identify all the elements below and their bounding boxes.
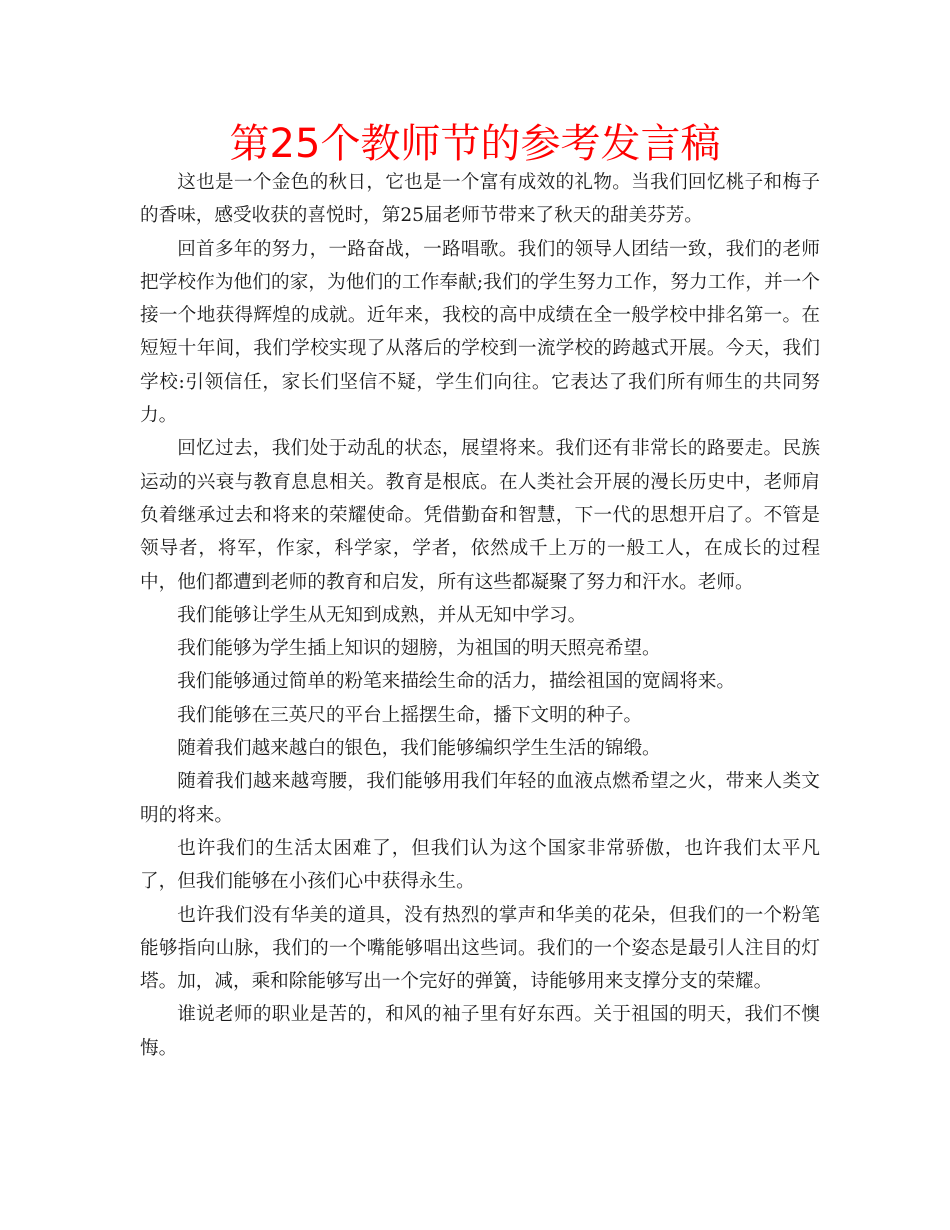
paragraph: 我们能够为学生插上知识的翅膀，为祖国的明天照亮希望。 (177, 638, 661, 660)
paragraph: 也许我们的生活太困难了，但我们认为这个国家非常骄傲，也许我们太平凡了，但我们能够在小孩们心中获得永生。 (140, 837, 820, 893)
paragraph: 我们能够在三英尺的平台上摇摆生命，播下文明的种子。 (177, 704, 643, 726)
paragraph: 随着我们越来越白的银色，我们能够编织学生生活的锦缎。 (177, 738, 661, 760)
paragraph: 谁说老师的职业是苦的，和风的袖子里有好东西。关于祖国的明天，我们不懊悔。 (140, 1004, 820, 1059)
paragraph: 也许我们没有华美的道具，没有热烈的掌声和华美的花朵，但我们的一个粉笔能够指向山脉，我们的一个嘴能够唱出这些词。我们的一个姿态是最引人注目的灯塔。加，减，乘和除能够写出一个完好的弹簧，诗能够用来支撑分支的荣耀。 (140, 904, 820, 993)
document-body (140, 166, 820, 1065)
document-title: 第25个教师节的参考发言稿 (229, 121, 721, 167)
paragraph: 我们能够通过简单的粉笔来描绘生命的活力，描绘祖国的宽阔将来。 (177, 671, 736, 693)
paragraph: 回忆过去，我们处于动乱的状态，展望将来。我们还有非常长的路要走。民族运动的兴衰与教育息息相关。教育是根底。在人类社会开展的漫长历史中，老师肩负着继承过去和将来的荣耀使命。凭借勤奋和智慧，下一代的思想开启了。不管是领导者，将军，作家，科学家，学者，依然成千上万的一般工人，在成长的过程中，他们都遭到老师的教育和启发，所有这些都凝聚了努力和汗水。老师。 (140, 438, 820, 593)
paragraph: 这也是一个金色的秋日，它也是一个富有成效的礼物。当我们回忆桃子和梅子的香味，感受收获的喜悦时，第25届老师节带来了秋天的甜美芬芳。 (140, 172, 820, 227)
paragraph: 随着我们越来越弯腰，我们能够用我们年轻的血液点燃希望之火，带来人类文明的将来。 (140, 771, 820, 826)
paragraph: 回首多年的努力，一路奋战，一路唱歌。我们的领导人团结一致，我们的老师把学校作为他们的家，为他们的工作奉献;我们的学生努力工作，努力工作，并一个接一个地获得辉煌的成就。近年来，我校的高中成绩在全一般学校中排名第一。在短短十年间，我们学校实现了从落后的学校到一流学校的跨越式开展。今天，我们学校:引领信任，家长们坚信不疑，学生们向往。它表达了我们所有师生的共同努力。 (140, 238, 820, 427)
paragraph: 我们能够让学生从无知到成熟，并从无知中学习。 (177, 604, 587, 626)
